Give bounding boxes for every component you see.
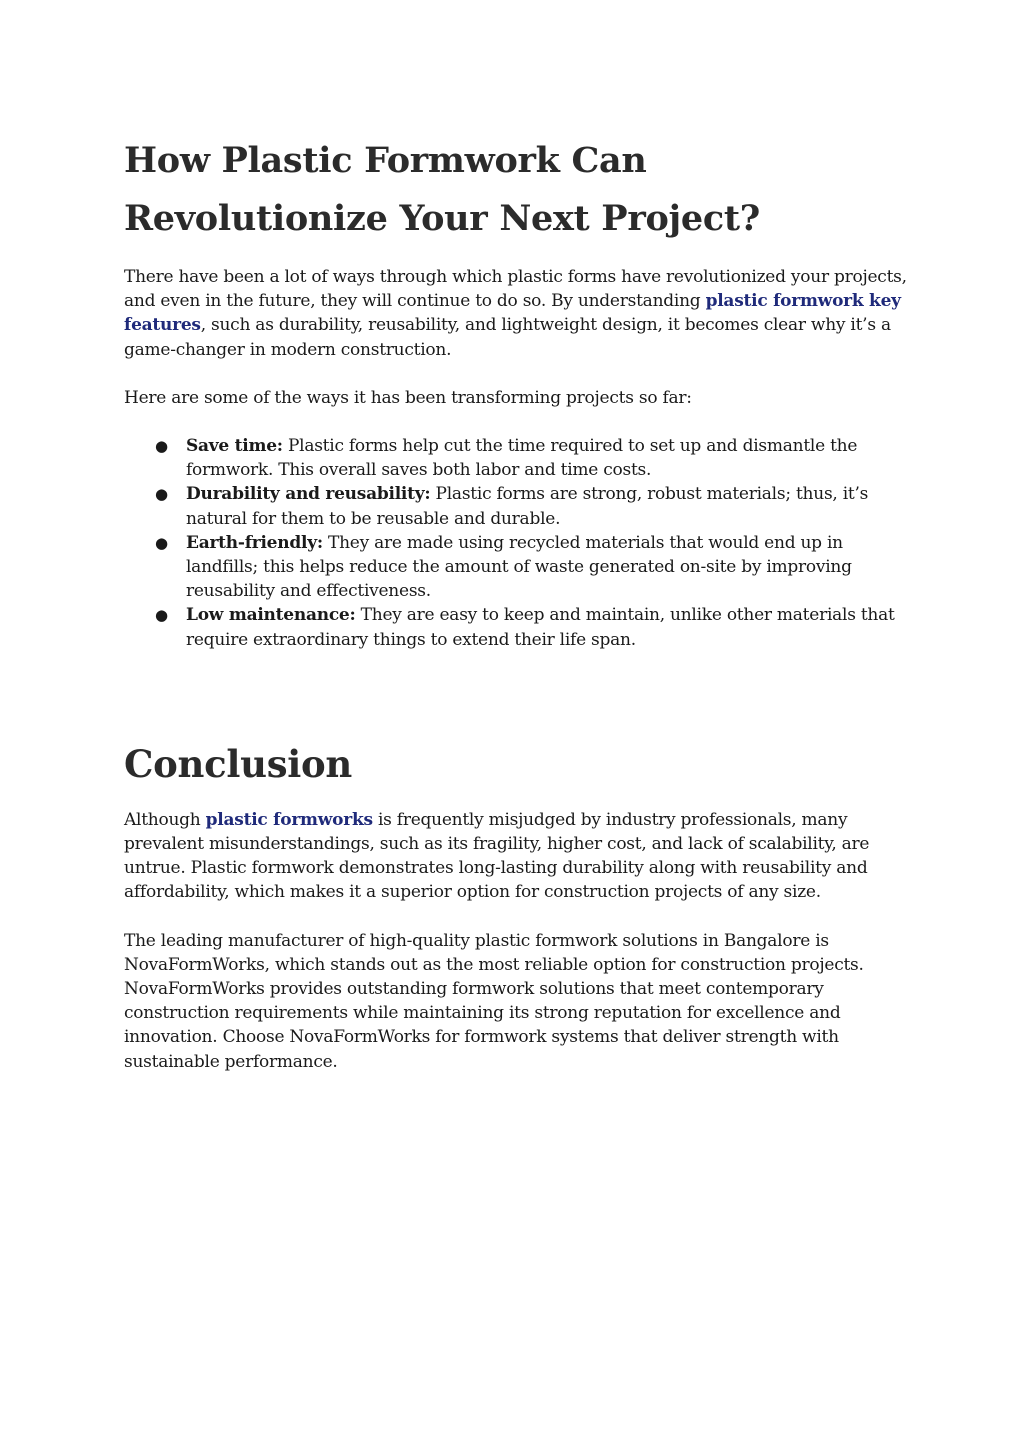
benefit-text: They are made using recycled materials that would end up in landfills; this helps reduce the amount of waste generated on-site by improving reusability and effectiveness. [186, 532, 852, 602]
list-item [155, 531, 914, 604]
intro-paragraph [124, 265, 914, 362]
intro-text-before-link: There have been a lot of ways through which plastic forms have revolutionized your projects, and even in the future, they will continue to do so. By understanding [124, 267, 907, 312]
conclusion-text-before-link: Although [124, 809, 206, 830]
plastic-formworks-link[interactable]: plastic formworks [205, 809, 373, 830]
plastic-formwork-key-features-link[interactable]: plastic formwork key features [124, 291, 901, 336]
conclusion-paragraph-2: The leading manufacturer of high-quality plastic formwork solutions in Bangalore is NovaFormWorks, which stands out as the most reliable option for construction projects. NovaFormWorks provides outstanding formwork solutions that meet contemporary construction requirements while maintaining its strong reputation for excellence and innovation. Choose NovaFormWorks for formwork systems that deliver strength with sustainable performance. [124, 930, 864, 1072]
benefit-text: They are easy to keep and maintain, unlike other materials that require extraordinary things to extend their life span. [186, 605, 895, 650]
bullet-icon: ● [155, 533, 168, 552]
benefit-label: Low maintenance: [186, 605, 356, 626]
article-title: How Plastic Formwork Can Revolutionize Your Next Project? [124, 140, 760, 239]
benefit-label: Earth-friendly: [186, 532, 323, 553]
list-item [155, 434, 914, 482]
bullet-icon: ● [155, 485, 168, 504]
list-item [155, 482, 914, 530]
benefit-text: Plastic forms are strong, robust materials; thus, it’s natural for them to be reusable and durable. [186, 484, 869, 529]
benefit-text: Plastic forms help cut the time required to set up and dismantle the formwork. This overall saves both labor and time costs. [186, 436, 858, 481]
list-item [155, 603, 914, 651]
benefits-lead-paragraph: Here are some of the ways it has been transforming projects so far: [124, 387, 692, 408]
document-page [124, 132, 914, 1074]
benefit-label: Durability and reusability: [186, 484, 431, 505]
conclusion-heading: Conclusion [124, 741, 352, 786]
benefits-list [124, 434, 914, 652]
benefit-label: Save time: [186, 436, 283, 457]
bullet-icon: ● [155, 437, 168, 456]
bullet-icon: ● [155, 606, 168, 625]
conclusion-paragraph-1 [124, 808, 914, 905]
conclusion-text-after-link: is frequently misjudged by industry professionals, many prevalent misunderstandings, such as its fragility, higher cost, and lack of scalability, are untrue. Plastic formwork demonstrates long-lasting durability along with reusability and affordability, which makes it a superior option for construction projects of any size. [124, 809, 870, 903]
intro-text-after-link: , such as durability, reusability, and lightweight design, it becomes clear why it’s a game-changer in modern construction. [124, 315, 891, 360]
